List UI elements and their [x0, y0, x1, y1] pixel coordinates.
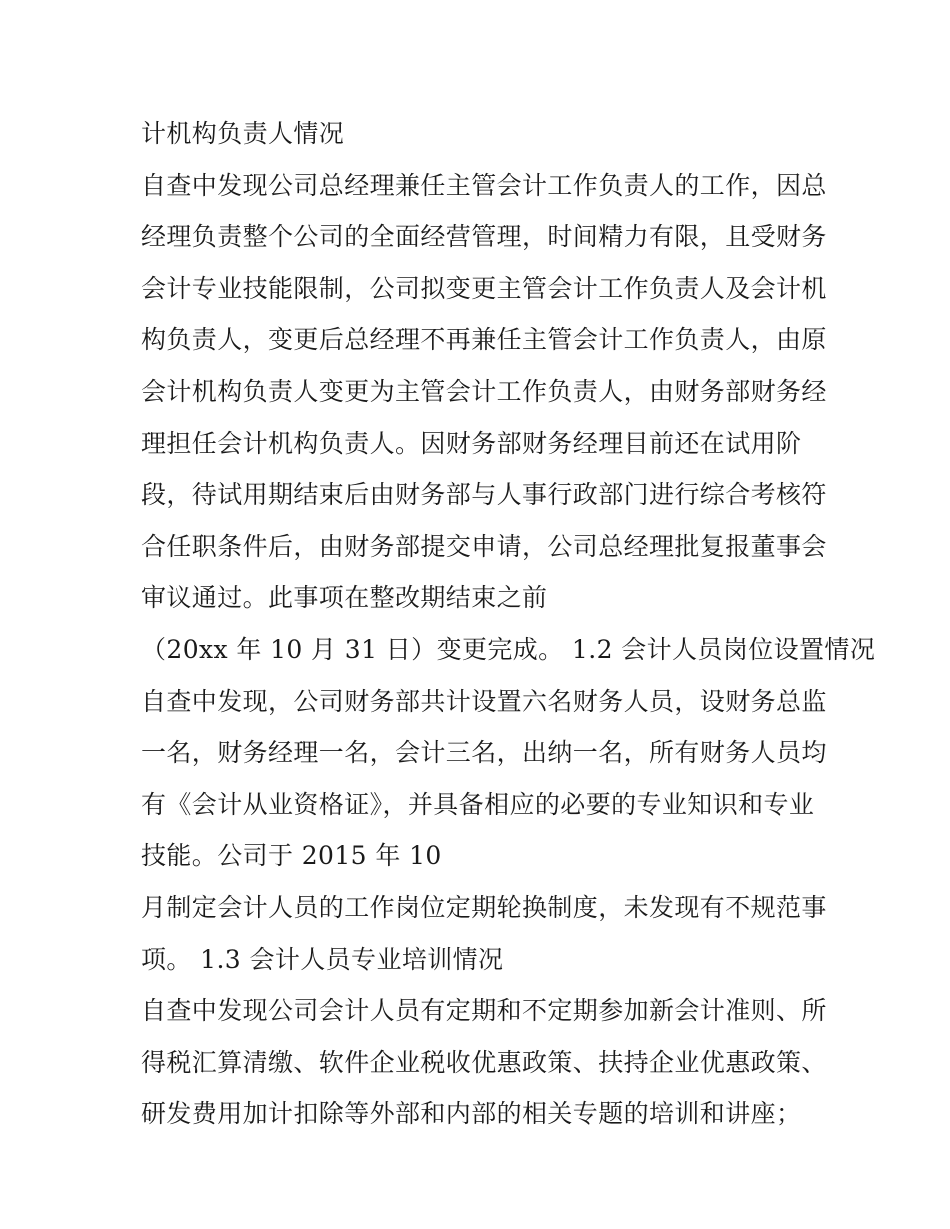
text-line: 项。 1.3 会计人员专业培训情况: [141, 944, 504, 974]
text-line: 合任职条件后，由财务部提交申请，公司总经理批复报董事会: [141, 531, 827, 561]
text-line: 一名，财务经理一名，会计三名，出纳一名，所有财务人员均: [141, 738, 827, 768]
text-line: 经理负责整个公司的全面经营管理，时间精力有限，且受财务: [141, 222, 827, 252]
text-line: 构负责人，变更后总经理不再兼任主管会计工作负责人，由原: [141, 325, 827, 355]
text-line: 段，待试用期结束后由财务部与人事行政部门进行综合考核符: [141, 480, 827, 510]
text-line: 会计机构负责人变更为主管会计工作负责人，由财务部财务经: [141, 376, 827, 406]
text-line: 理担任会计机构负责人。因财务部财务经理目前还在试用阶: [141, 428, 802, 458]
text-line: 月制定会计人员的工作岗位定期轮换制度，未发现有不规范事: [141, 892, 827, 922]
text-line: 自查中发现公司总经理兼任主管会计工作负责人的工作，因总: [141, 170, 827, 200]
text-line: 得税汇算清缴、软件企业税收优惠政策、扶持企业优惠政策、: [141, 1047, 827, 1077]
text-line: 会计专业技能限制，公司拟变更主管会计工作负责人及会计机: [141, 273, 827, 303]
text-line: 审议通过。此事项在整改期结束之前: [141, 583, 548, 613]
text-line: 有《会计从业资格证》，并具备相应的必要的专业知识和专业: [141, 789, 815, 819]
text-line: 自查中发现，公司财务部共计设置六名财务人员，设财务总监: [141, 686, 827, 716]
text-line: 研发费用加计扣除等外部和内部的相关专题的培训和讲座；: [141, 1099, 802, 1129]
text-line: 自查中发现公司会计人员有定期和不定期参加新会计准则、所: [141, 996, 827, 1026]
text-line: （20xx 年 10 月 31 日）变更完成。 1.2 会计人员岗位设置情况: [141, 634, 876, 664]
text-line: 计机构负责人情况: [141, 119, 345, 148]
document-body: [141, 108, 876, 1140]
text-line: 技能。公司于 2015 年 10: [141, 841, 442, 871]
